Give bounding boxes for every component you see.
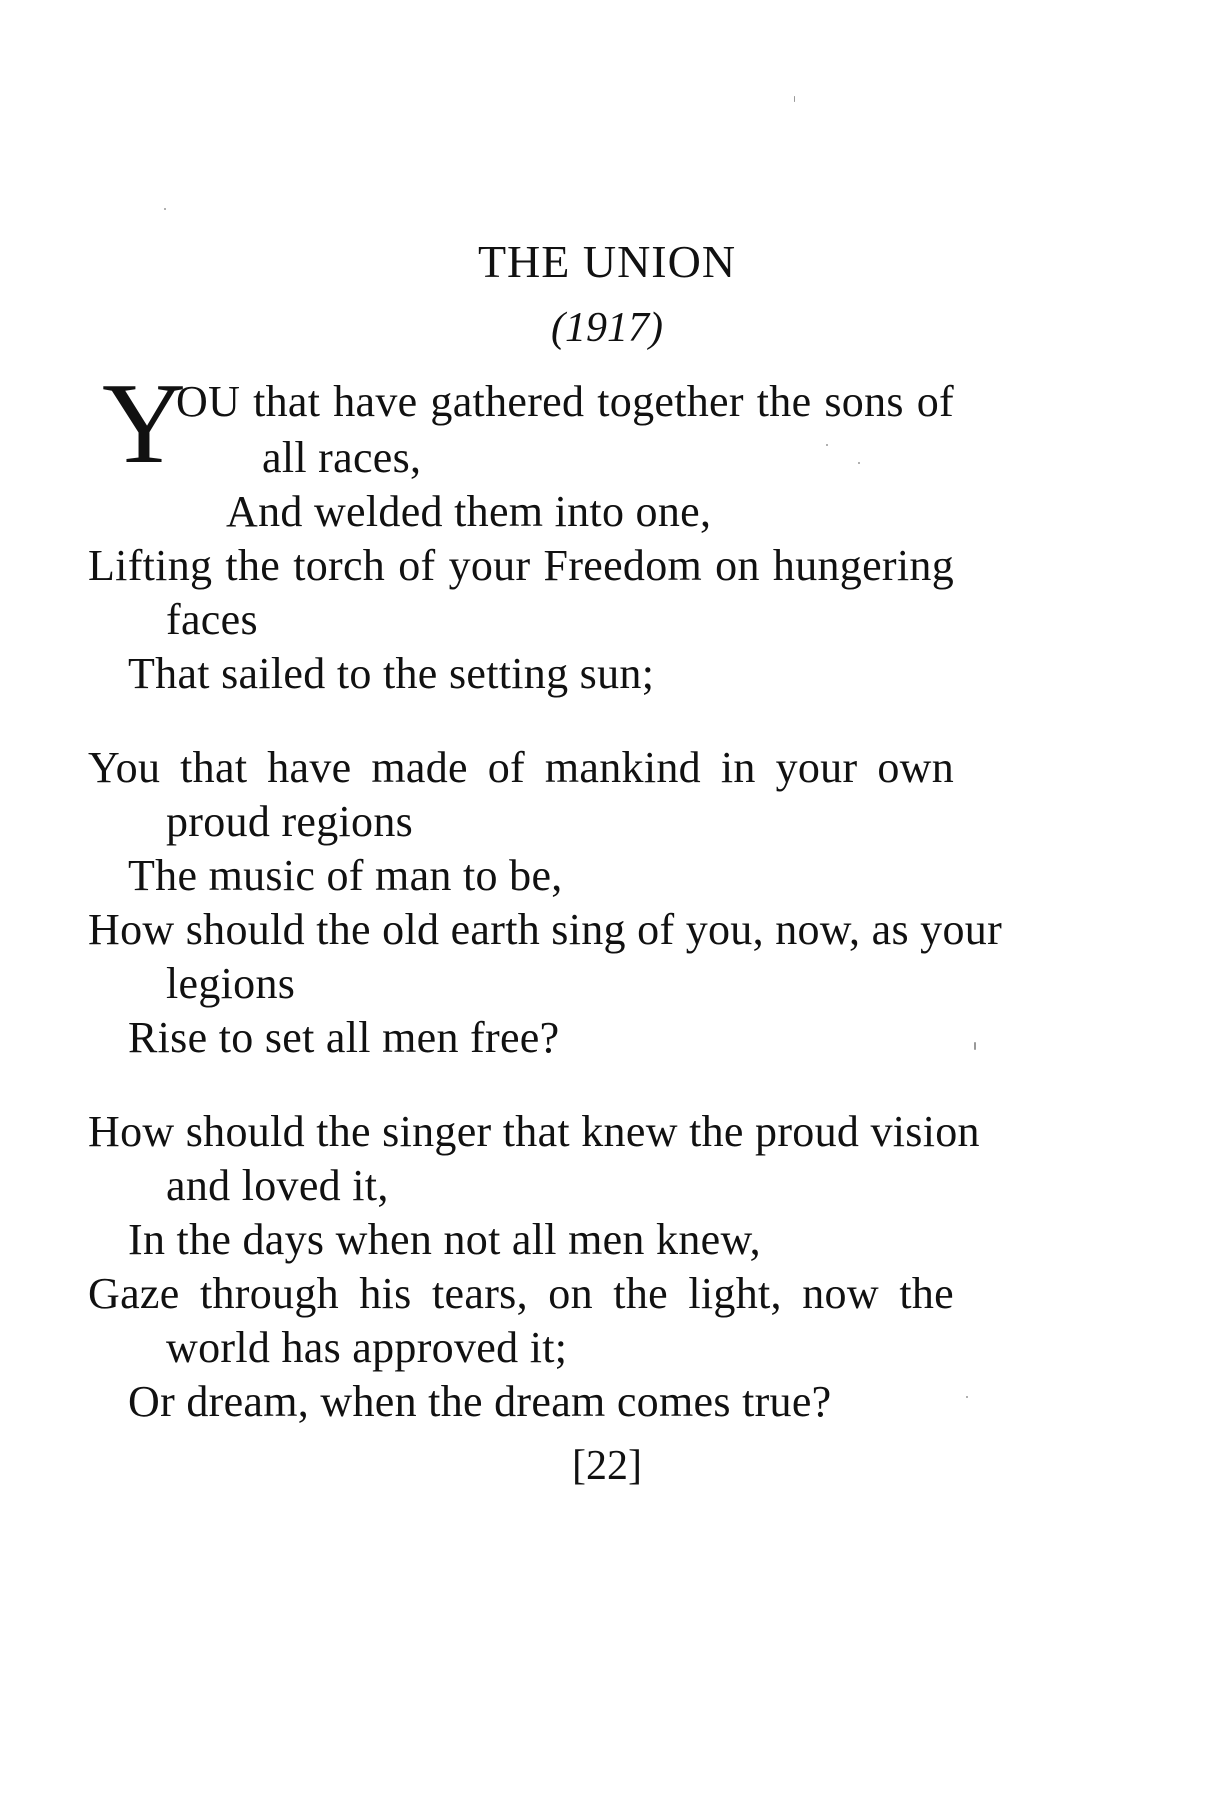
stanza-3-line-5: world has approved it; <box>166 1323 568 1372</box>
scan-speck <box>164 208 166 210</box>
stanza-3-line-2: and loved it, <box>166 1161 389 1210</box>
stanza-1-line-2: all races, <box>262 433 422 482</box>
stanza-1-line-6: That sailed to the setting sun; <box>128 649 655 698</box>
scan-speck <box>966 1396 968 1398</box>
stanza-2-line-1: You that have made of mankind in your own <box>88 743 954 792</box>
poem-year: (1917) <box>551 305 663 351</box>
scan-speck <box>974 1042 976 1050</box>
stanza-2-line-6: Rise to set all men free? <box>128 1013 560 1062</box>
stanza-1-line-3: And welded them into one, <box>226 487 712 536</box>
stanza-3-line-3: In the days when not all men knew, <box>128 1215 761 1264</box>
scan-speck <box>858 462 860 464</box>
scan-speck <box>794 96 795 102</box>
scan-speck <box>826 444 828 446</box>
stanza-2-line-4: How should the old earth sing of you, now, as your <box>88 905 1003 954</box>
drop-cap: Y <box>102 360 186 488</box>
stanza-2-line-3: The music of man to be, <box>128 851 563 900</box>
stanza-1-line-1: OU that have gathered together the sons of <box>176 377 954 426</box>
stanza-2-line-2: proud regions <box>166 797 414 846</box>
stanza-3-line-6: Or dream, when the dream comes true? <box>128 1377 832 1426</box>
stanza-3-line-4: Gaze through his tears, on the light, now the <box>88 1269 954 1318</box>
stanza-2-line-5: legions <box>166 959 296 1008</box>
stanza-3-line-1: How should the singer that knew the proud vision <box>88 1107 980 1156</box>
stanza-1-line-5: faces <box>166 595 258 644</box>
stanza-1-line-4: Lifting the torch of your Freedom on hungering <box>88 541 954 590</box>
poem-title: THE UNION <box>477 236 737 287</box>
page-number: [22] <box>572 1443 642 1489</box>
